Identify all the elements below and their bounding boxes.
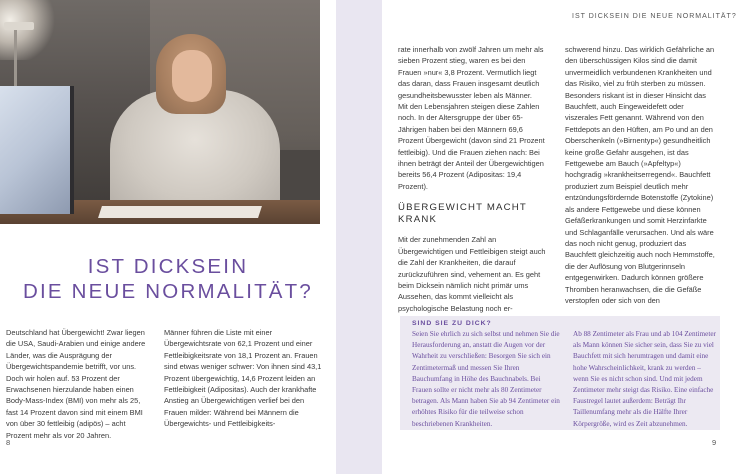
running-head: IST DICKSEIN DIE NEUE NORMALITÄT? — [572, 13, 737, 20]
chapter-title-line2: DIE NEUE NORMALITÄT? — [22, 280, 314, 303]
body-text: Mit der zunehmenden Zahl an Übergewichtigen und Fettleibigen steigt auch die Zahl der Krankheiten, die darauf zurückzuführen sind, vehement an. Es geht beim Dicksein nämlich nicht primär ums Aussehen, das kommt vielleicht als psychologische Belastung noch er- — [398, 235, 546, 313]
body-text: rate innerhalb von zwölf Jahren um mehr als sieben Prozent stieg, waren es bei den Frauen »nur« 3,8 Prozent. Vermutlich liegt das daran, dass Frauen insgesamt deutlich gesundheitsbewusster leben als Männer. — [398, 45, 544, 100]
page-number: 9 — [712, 438, 717, 447]
left-page — [0, 0, 336, 474]
section-heading: ÜBERGEWICHT MACHT KRANK — [398, 202, 527, 226]
info-box-title: SIND SIE ZU DICK? — [412, 320, 492, 327]
chapter-title-line1: IST DICKSEIN — [87, 255, 249, 278]
body-column-1 — [6, 327, 152, 441]
info-box — [400, 316, 720, 430]
body-column-2 — [164, 327, 324, 430]
chapter-title — [20, 254, 316, 304]
page-number: 8 — [6, 438, 11, 447]
body-text: Deutschland hat Übergewicht! Zwar liegen die USA, Saudi-Arabien und einige andere Länder, was die Ausprägung der Übergewichtspandemie betrifft, vor uns. Doch wir holen auf. 53 Prozent der Erwachsenen hierzulande haben einen Body-Mass-Index (BMI) von mehr als 25, fast 14 Prozent davon sind mit einem BMI von über 30 fettleibig (adipös) – acht Prozent mehr als vor 20 Jahren. — [6, 328, 146, 440]
body-column-3 — [398, 44, 550, 314]
computer-monitor — [0, 86, 74, 214]
right-page — [382, 0, 737, 474]
body-column-4 — [565, 44, 715, 306]
info-box-column-1: Seien Sie ehrlich zu sich selbst und nehmen Sie die Herausforderung an, anstatt die Augen vor der Wahrheit zu verschließen: Besorgen Sie sich ein Zentimetermaß und messen Sie Ihren Bauchumfang in Höhe des Bauchnabels. Bei Frauen sollte er nicht mehr als 80 Zentimeter betragen. Als Mann haben Sie ab 94 Zentimeter ein erhöhtes Risiko für die teilweise schon beschriebenen Krankheiten. — [412, 330, 560, 428]
body-text: Männer führen die Liste mit einer Übergewichtsrate von 62,1 Prozent und einer Fettleibigkeitsrate von 18,1 Prozent an. Frauen sind etwas weniger schwer: Von ihnen sind 43,1 Prozent übergewichtig, 14,6 Prozent leiden an Fettleibigkeit (Adipositas). Auch der krankhafte Anstieg an Übergewichtigen verlief bei den Frauen milder: Während bei Männern die Übergewichts- und Fettleibigkeits- — [164, 328, 322, 429]
body-text: Mit den Lebensjahren steigen diese Zahlen noch. In der Altersgruppe der über 65-Jährigen haben bei den Männern 69,6 Prozent Übergewicht (davon sind 21 Prozent fettleibig). Und die Frauen ziehen nach: Bei ihnen beträgt der Anteil der Übergewichtigen bereits 56,4 Prozent (Adipositas: 19,4 Prozent). — [398, 102, 545, 191]
woman-at-desk-photo — [0, 0, 320, 224]
body-text: schwerend hinzu. Das wirklich Gefährliche an den überschüssigen Kilos sind die damit unvermeidlich verbundenen Krankheiten und das Risiko, viel zu früh sterben zu müssen. Besonders riskant ist in dieser Hinsicht das Bauchfett, auch Eingeweidefett oder viszerales Fett genannt. Während von den Fettdepots an den Hüften, am Po und an den Oberschenkeln (»Birnentyp«) gesundheitlich keine große Gefahr ausgehen, ist das Fettgewebe am Bauch (»Apfeltyp«) hochgradig »krankheitserregend«. Bauchfett produziert zum Beispiel deutlich mehr entzündungsfördernde Botenstoffe (Zytokine) als andere Fettgewebe und diese können Gefäßerkrankungen und somit Herzinfarkte und Schlaganfälle verursachen. Und als wäre das noch nicht genug, produziert das Bauchfett gleichzeitig auch noch Hemmstoffe, die der Auflösung von Blutgerinnseln entgegenwirken. Dadurch können größere Thromben heranwachsen, die die Gefäße verstopfen oder sich von den — [565, 45, 715, 305]
info-box-column-2: Ab 88 Zentimeter als Frau und ab 104 Zentimeter als Mann können Sie sicher sein, dass Sie zu viel Bauchfett mit sich herumtragen und damit eine hohe Wahrscheinlichkeit, krank zu werden – wenn Sie es nicht schon sind. Und mit jedem Zentimeter mehr steigt das Risiko. Eine einfache Faustregel lautet außerdem: Beträgt Ihr Taillenumfang mehr als die Hälfte Ihrer Körpergröße, wird es Zeit abzunehmen. — [573, 330, 716, 428]
desk-lamp — [4, 22, 34, 30]
page-gutter — [336, 0, 382, 474]
